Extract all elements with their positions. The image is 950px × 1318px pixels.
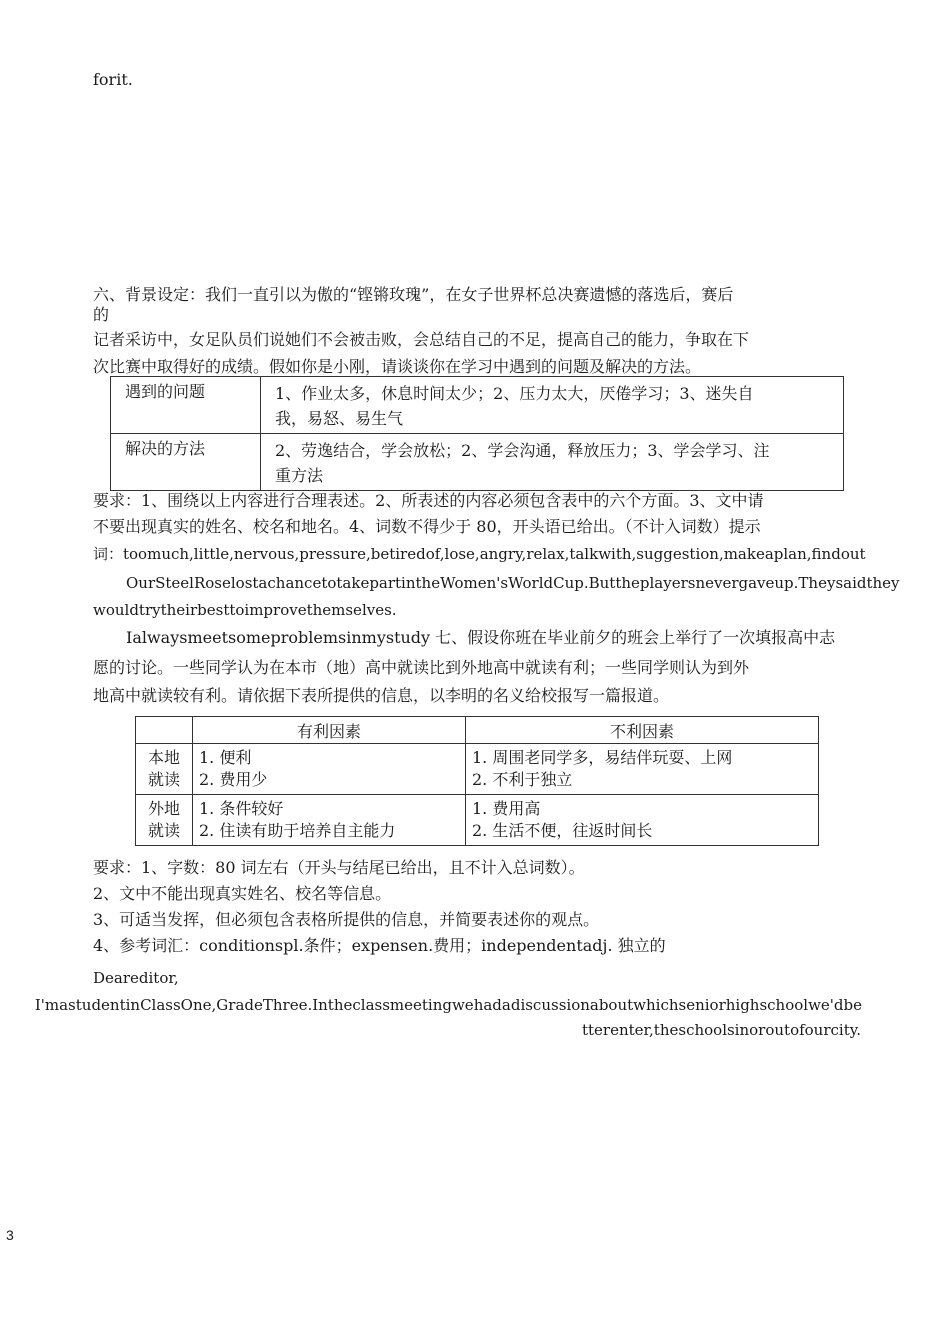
row-content-line: 2、劳逸结合，学会放松；2、学会沟通，释放压力；3、学会学习、注 (275, 441, 770, 460)
pros-cell (193, 744, 466, 795)
cell-line: 1. 费用高 (472, 799, 541, 818)
cell-line: 1. 条件较好 (199, 799, 284, 818)
section7-requirement-line: 要求：1、字数：80 词左右（开头与结尾已给出，且不计入总词数）。 (93, 858, 585, 877)
table-row (111, 377, 844, 434)
section7-requirement-line: 4、参考词汇：conditionspl.条件；expensen.费用；independentadj. 独立的 (93, 936, 666, 955)
row-header (136, 744, 193, 795)
column-header: 不利因素 (466, 717, 819, 744)
row-header-line: 就读 (147, 821, 180, 840)
table-row (136, 795, 819, 846)
section7-requirement-line: 3、可适当发挥，但必须包含表格所提供的信息，并简要表述你的观点。 (93, 910, 600, 929)
table-row (136, 744, 819, 795)
row-label: 解决的方法 (111, 434, 261, 491)
row-header-line: 外地 (147, 799, 180, 818)
row-header-line: 本地 (147, 748, 180, 767)
cell-line: 2. 费用少 (199, 770, 268, 789)
section6-requirement-line: 不要出现真实的姓名、校名和地名。4、词数不得少于 80，开头语已给出。（不计入词数）提示 (93, 517, 761, 536)
cell-line: 2. 生活不便，往返时间长 (472, 821, 653, 840)
greeting-line: Deareditor, (93, 969, 179, 987)
pros-cell (193, 795, 466, 846)
cons-cell (466, 744, 819, 795)
fragment-text: forit. (93, 70, 133, 89)
section6-opening-line: OurSteelRoselostachancetotakepartintheWomen'sWorldCup.Buttheplayersnevergaveup.Theysaidthey (126, 574, 900, 592)
section6-opening-line: wouldtrytheirbesttoimprovethemselves. (93, 601, 397, 619)
section7-prompt-line: 愿的讨论。一些同学认为在本市（地）高中就读比到外地高中就读有利；一些同学则认为到外 (93, 658, 750, 677)
section6-requirement-line: 词：toomuch,little,nervous,pressure,betiredof,lose,angry,relax,talkwith,suggestion,makeaplan,findout (93, 545, 866, 563)
row-content-line: 1、作业太多，休息时间太少；2、压力太大，厌倦学习；3、迷失自 (275, 384, 754, 403)
column-header: 有利因素 (193, 717, 466, 744)
table-header-row (136, 717, 819, 744)
section7-opening-line: tterenter,theschoolsinoroutofourcity. (581, 1021, 861, 1039)
problems-solutions-table (110, 376, 844, 491)
cell-line: 2. 住读有助于培养自主能力 (199, 821, 396, 840)
school-factors-table (135, 716, 819, 846)
section6-prompt-line: 次比赛中取得好的成绩。假如你是小刚，请谈谈你在学习中遇到的问题及解决的方法。 (93, 357, 702, 376)
section6-prompt-line: 的 (93, 305, 110, 324)
row-content (261, 377, 844, 434)
section6-prompt-line: 记者采访中，女足队员们说她们不会被击败，会总结自己的不足，提高自己的能力，争取在下 (93, 330, 750, 349)
cell-line: 2. 不利于独立 (472, 770, 573, 789)
empty-corner-cell (136, 717, 193, 744)
cell-line: 1. 便利 (199, 748, 252, 767)
section7-prompt-line: 地高中就读较有利。请依据下表所提供的信息，以李明的名义给校报写一篇报道。 (93, 686, 670, 705)
section6-prompt-line: 六、背景设定：我们一直引以为傲的“铿锵玫瑰”，在女子世界杯总决赛遗憾的落选后，赛后 (93, 285, 734, 304)
cell-line: 1. 周围老同学多，易结伴玩耍、上网 (472, 748, 733, 767)
section7-opening-line: I'mastudentinClassOne,GradeThree.Intheclassmeetingwehadadiscussionaboutwhichseniorhighschoolwe'dbe (34, 996, 862, 1014)
cons-cell (466, 795, 819, 846)
row-header (136, 795, 193, 846)
section6-start-line: Ialwaysmeetsomeproblemsinmystudy 七、假设你班在毕业前夕的班会上举行了一次填报高中志 (126, 628, 836, 647)
row-header-line: 就读 (147, 770, 180, 789)
page-number: 3 (6, 1227, 14, 1243)
section7-requirement-line: 2、文中不能出现真实姓名、校名等信息。 (93, 884, 392, 903)
row-content (261, 434, 844, 491)
table-row (111, 434, 844, 491)
row-content-line: 我，易怒、易生气 (275, 409, 404, 428)
row-content-line: 重方法 (275, 466, 324, 485)
row-label: 遇到的问题 (111, 377, 261, 434)
section6-requirement-line: 要求：1、围绕以上内容进行合理表述。2、所表述的内容必须包含表中的六个方面。3、文中请 (93, 491, 764, 510)
